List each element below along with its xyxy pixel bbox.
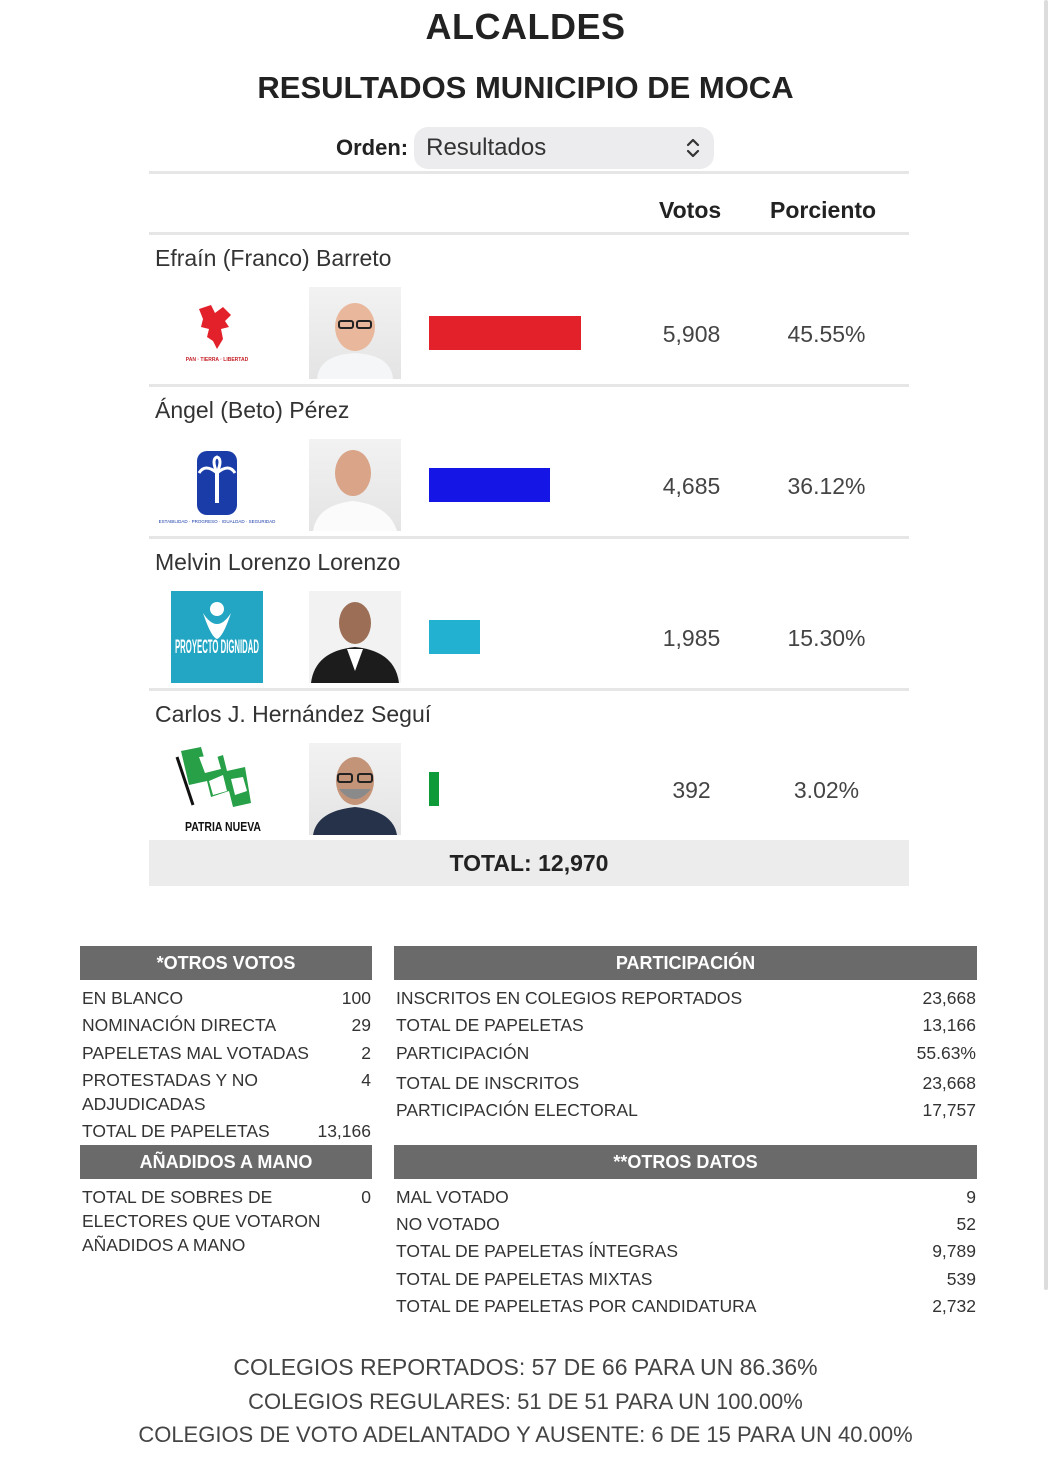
row-label: NO VOTADO [396, 1214, 500, 1234]
row-label: PROTESTADAS Y NO [82, 1070, 259, 1090]
candidate-percent: 15.30% [787, 625, 866, 651]
vote-bar [429, 316, 581, 350]
row-value: 17,757 [922, 1100, 976, 1120]
otros-datos-header: **OTROS DATOS [394, 1145, 977, 1179]
logo-text: PROYECTO DIGNIDAD [175, 637, 259, 658]
patria-nueva-party-logo [171, 743, 263, 835]
candidate-row [149, 387, 909, 539]
row-value: 23,668 [922, 988, 976, 1008]
row-value: 4 [361, 1070, 371, 1090]
otros-votos-row [82, 1069, 371, 1115]
row-value: 100 [341, 988, 371, 1008]
divider [149, 171, 909, 174]
row-value: 13,166 [922, 1015, 976, 1035]
order-select[interactable] [414, 127, 714, 169]
row-value: 52 [956, 1214, 976, 1234]
row-value: 2 [361, 1043, 371, 1063]
candidate-name: Carlos J. Hernández Seguí [155, 701, 432, 727]
row-label: ADJUDICADAS [82, 1094, 206, 1114]
candidate-votes: 392 [672, 777, 711, 803]
scrollbar[interactable] [1044, 0, 1048, 1290]
anadidos-row [82, 1186, 371, 1258]
row-value: 29 [351, 1015, 371, 1035]
order-control [336, 127, 714, 169]
row-value: 23,668 [922, 1073, 976, 1093]
candidate-percent: 3.02% [793, 777, 860, 803]
colegios-adelantado: COLEGIOS DE VOTO ADELANTADO Y AUSENTE: 6 DE 15 PARA UN 40.00% [138, 1422, 913, 1447]
pnp-party-logo [158, 439, 276, 531]
votes-column-header: Votos [659, 197, 722, 223]
candidate-percent: 36.12% [787, 473, 866, 499]
person-icon [309, 743, 401, 835]
candidate-name: Ángel (Beto) Pérez [155, 397, 350, 423]
row-label: TOTAL DE PAPELETAS POR CANDIDATURA [396, 1296, 757, 1316]
row-label: TOTAL DE PAPELETAS [82, 1121, 270, 1141]
candidate-name: Melvin Lorenzo Lorenzo [155, 549, 401, 575]
row-label: INSCRITOS EN COLEGIOS REPORTADOS [396, 988, 743, 1008]
row-label: TOTAL DE PAPELETAS MIXTAS [396, 1269, 653, 1289]
row-label: ELECTORES QUE VOTARON [82, 1211, 321, 1231]
row-label: MAL VOTADO [396, 1187, 509, 1207]
logo-text: ESTABILIDAD · PROGRESO · IGUALDAD · SEGURIDAD [158, 519, 276, 524]
row-label: PARTICIPACIÓN ELECTORAL [396, 1100, 638, 1120]
row-value: 9 [966, 1187, 976, 1207]
logo-text: PATRIA NUEVA [185, 819, 262, 834]
row-value: 9,789 [932, 1241, 976, 1261]
vote-bar [429, 468, 550, 502]
row-label: AÑADIDOS A MANO [82, 1235, 246, 1255]
row-label: EN BLANCO [82, 988, 184, 1008]
row-value: 0 [361, 1187, 371, 1207]
row-label: PARTICIPACIÓN [396, 1043, 530, 1063]
candidate-votes: 1,985 [662, 625, 721, 651]
proyecto-dignidad-party-logo [171, 591, 263, 683]
vote-bar [429, 620, 480, 654]
percent-column-header: Porciento [770, 197, 877, 223]
otros-votos-header: *OTROS VOTOS [80, 946, 372, 980]
chevron-up-down-icon [684, 136, 702, 160]
row-label: NOMINACIÓN DIRECTA [82, 1015, 277, 1035]
row-value: 13,166 [317, 1121, 371, 1141]
participacion-header: PARTICIPACIÓN [394, 946, 977, 980]
pip-party-logo [171, 287, 263, 379]
order-label: Orden: [336, 135, 409, 160]
total-votes: TOTAL: 12,970 [149, 840, 909, 886]
anadidos-header: AÑADIDOS A MANO [80, 1145, 372, 1179]
row-value: 2,732 [932, 1296, 976, 1316]
row-label: TOTAL DE PAPELETAS ÍNTEGRAS [396, 1241, 679, 1261]
logo-text: PAN · TIERRA · LIBERTAD [185, 357, 249, 363]
candidate-row [149, 235, 909, 387]
person-icon [309, 439, 401, 531]
candidate-photo [309, 743, 401, 835]
person-icon [309, 287, 401, 379]
row-label: TOTAL DE PAPELETAS [396, 1015, 584, 1035]
candidate-percent: 45.55% [787, 321, 866, 347]
candidate-votes: 4,685 [662, 473, 721, 499]
row-label: TOTAL DE SOBRES DE [82, 1187, 273, 1207]
candidate-photo [309, 439, 401, 531]
row-label: TOTAL DE INSCRITOS [396, 1073, 580, 1093]
candidate-photo [309, 591, 401, 683]
row-value: 539 [946, 1269, 976, 1289]
order-selected-value: Resultados [426, 134, 547, 161]
row-value: 55.63% [916, 1043, 976, 1063]
candidate-votes: 5,908 [662, 321, 721, 347]
colegios-regulares: COLEGIOS REGULARES: 51 DE 51 PARA UN 100.00% [248, 1389, 803, 1414]
page-subtitle: RESULTADOS MUNICIPIO DE MOCA [257, 70, 794, 105]
candidate-name: Efraín (Franco) Barreto [155, 245, 392, 271]
person-icon [309, 591, 401, 683]
candidate-photo [309, 287, 401, 379]
candidate-row [149, 691, 909, 843]
vote-bar [429, 772, 439, 806]
candidate-row [149, 539, 909, 691]
row-label: PAPELETAS MAL VOTADAS [82, 1043, 309, 1063]
page-title: ALCALDES [425, 6, 626, 47]
colegios-reportados: COLEGIOS REPORTADOS: 57 DE 66 PARA UN 86.36% [233, 1354, 818, 1380]
